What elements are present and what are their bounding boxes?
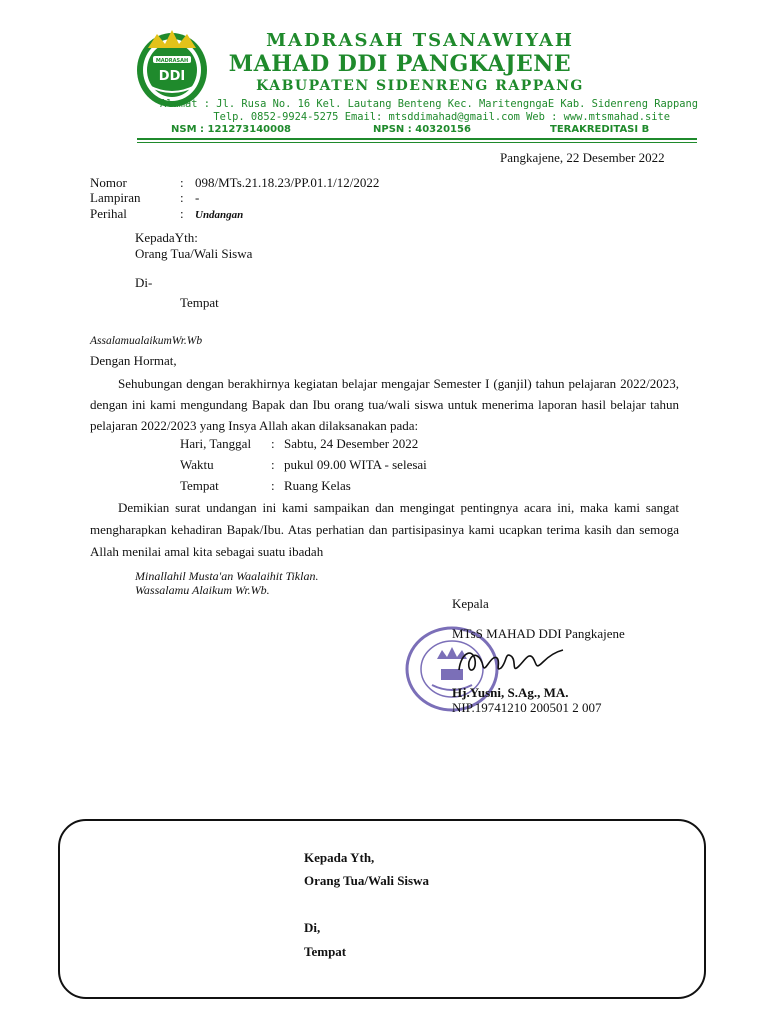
svg-text:DDI: DDI [158,69,186,84]
letterhead-contact: Telp. 0852-9924-5275 Email: mtsddimahad@gmail.com Web : www.mtsmahad.site [213,111,670,123]
npsn-number: NPSN : 40320156 [373,124,471,135]
recipient-line-4: Tempat [180,295,219,310]
meta-value-nomor: 098/MTs.21.18.23/PP.01.1/12/2022 [195,175,380,190]
schedule-label-place: Tempat [180,478,219,493]
recipient-line-2: Orang Tua/Wali Siswa [135,246,253,261]
meta-value-lampiran: - [195,190,200,205]
closing-line-2: Wassalamu Alaikum Wr.Wb. [135,583,270,597]
accreditation-status: TERAKREDITASI B [550,124,650,135]
signer-office: MTsS MAHAD DDI Pangkajene [452,626,625,641]
meta-sep: : [180,190,184,205]
recipient-line-3: Di- [135,275,153,290]
schedule-value-time: pukul 09.00 WITA - selesai [284,457,427,472]
envelope-line-2: Orang Tua/Wali Siswa [304,873,429,888]
letterhead-id-bar [137,123,697,137]
meta-label-lampiran: Lampiran [90,190,141,205]
letterhead-rule [137,138,697,140]
schedule-sep: : [271,436,275,451]
meta-sep: : [180,206,184,221]
nsm-number: NSM : 121273140008 [171,124,291,135]
schedule-label-time: Waktu [180,457,214,472]
meta-sep: : [180,175,184,190]
svg-text:MADRASAH: MADRASAH [155,58,189,64]
handwritten-signature [455,640,567,682]
signer-nip: NIP.19741210 200501 2 007 [452,700,602,715]
place-date: Pangkajene, 22 Desember 2022 [500,150,665,165]
letterhead-school-name: MAHAD DDI PANGKAJENE [228,51,572,77]
signer-title: Kepala [452,596,489,611]
envelope-line-3: Di, [304,920,321,935]
letterhead-title: MADRASAH TSANAWIYAH [266,30,574,51]
schedule-label-date: Hari, Tanggal [180,436,252,451]
meta-label-perihal: Perihal [90,206,127,221]
schedule-value-place: Ruang Kelas [284,478,351,493]
body-paragraph-1: Sehubungan dengan berakhirnya kegiatan belajar mengajar Semester I (ganjil) tahun pelajaran 2022/2023, dengan ini kami mengundang Bapak dan Ibu orang tua/wali siswa untuk menerima laporan hasil belajar tahun pelajaran 2022/2023 yang Insya Allah akan dilaksanakan pada: [90,376,679,433]
salutation: Dengan Hormat, [90,353,177,368]
greeting: AssalamualaikumWr.Wb [90,335,203,347]
schedule-sep: : [271,457,275,472]
meta-label-nomor: Nomor [90,175,127,190]
letterhead-regency: KABUPATEN SIDENRENG RAPPANG [256,78,584,94]
signer-name: Hj.Yusni, S.Ag., MA. [452,685,569,700]
body-paragraph-2: Demikian surat undangan ini kami sampaikan dan mengingat pentingnya acara ini, maka kami sangat mengharapkan kehadiran Bapak/Ibu. Atas perhatian dan partisipasinya kami ucapkan terima kasih dan semoga Allah menilai amal kita sebagai suatu ibadah [90,500,679,559]
meta-value-perihal: Undangan [195,209,244,221]
address-envelope-box [58,819,706,999]
envelope-line-1: Kepada Yth, [304,850,375,865]
schedule-value-date: Sabtu, 24 Desember 2022 [284,436,419,451]
envelope-line-4: Tempat [304,944,347,959]
schedule-sep: : [271,478,275,493]
letterhead-rule-thin [137,142,697,143]
recipient-line-1: KepadaYth: [135,230,198,245]
letterhead-address: Alamat : Jl. Rusa No. 16 Kel. Lautang Benteng Kec. MaritengngaE Kab. Sidenreng Rappang [160,98,698,110]
closing-line-1: Minallahil Musta'an Waalaihit Tiklan. [135,569,319,583]
